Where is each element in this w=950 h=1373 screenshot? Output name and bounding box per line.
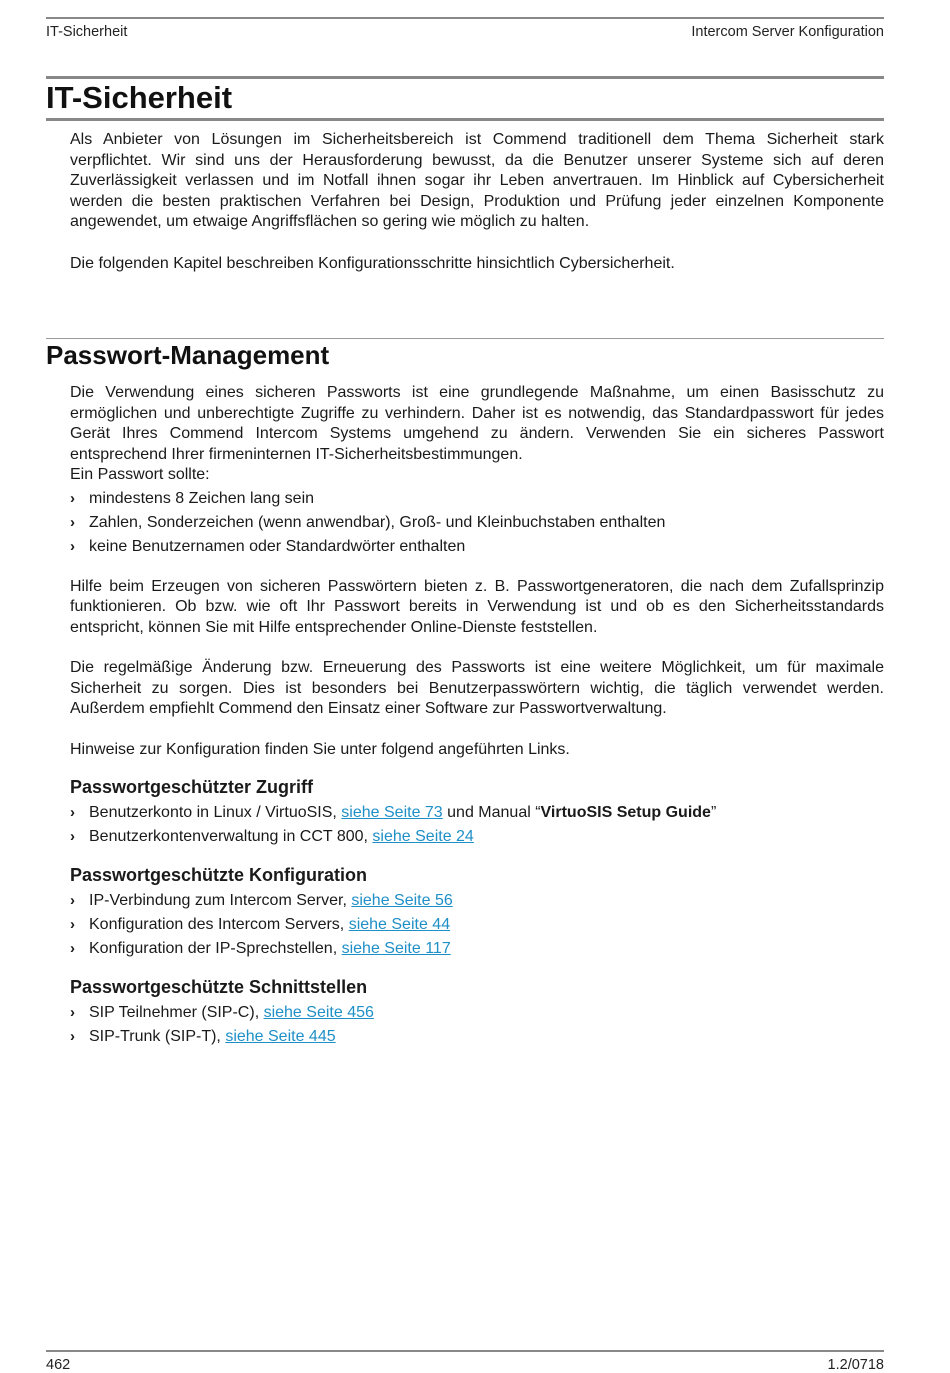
document-version: 1.2/0718 — [827, 1357, 884, 1373]
intro-paragraph: Als Anbieter von Lösungen im Sicherheitsbereich ist Commend traditionell dem Thema Sicherheit stark verpflichtet. Wir sind uns der Herausforderung bewusst, da die Benutzer unserer Systeme sich auf deren Zuverlässigkeit verlassen und im Notfall ihnen sogar ihr Leben anvertrauen. Im Hinblick auf Cybersicherheit werden die besten praktischen Verfahren bei Design, Produktion und Prüfung jeder einzelnen Komponente angewendet, um etwaige Angriffsflächen so gering wie möglich zu halten. — [70, 131, 884, 230]
header-top-rule — [46, 17, 884, 19]
list-item: › mindestens 8 Zeichen lang sein — [70, 489, 884, 513]
title-underline-rule — [46, 118, 884, 121]
list-item: › Benutzerkontenverwaltung in CCT 800, siehe Seite 24 — [70, 827, 884, 851]
section-heading-password: Passwort-Management — [46, 340, 330, 370]
config-links-list — [70, 891, 884, 963]
subsection-configuration — [70, 864, 884, 963]
chevron-right-icon: › — [70, 513, 75, 531]
list-item: › IP-Verbindung zum Intercom Server, siehe Seite 56 — [70, 891, 884, 915]
password-rules-list — [70, 489, 884, 561]
link-page-73[interactable]: siehe Seite 73 — [341, 804, 443, 821]
chevron-right-icon: › — [70, 537, 75, 555]
chevron-right-icon: › — [70, 489, 75, 507]
password-help-paragraph: Hilfe beim Erzeugen von sicheren Passwörtern bieten z. B. Passwortgeneratoren, die nach dem Zufallsprinzip funktionieren. Ob bzw. wie oft Ihr Passwort bereits in Verwendung ist und ob es den Sicherheitsstandards entspricht, können Sie mit Hilfe entsprechender Online-Dienste feststellen. — [70, 577, 884, 636]
link-page-24[interactable]: siehe Seite 24 — [372, 828, 474, 845]
link-page-456[interactable]: siehe Seite 456 — [263, 1004, 374, 1021]
list-item: › Konfiguration des Intercom Servers, siehe Seite 44 — [70, 915, 884, 939]
header-document-title: Intercom Server Konfiguration — [691, 24, 884, 40]
subsection-interfaces — [70, 976, 884, 1051]
subsection-heading-access: Passwortgeschützter Zugriff — [70, 777, 314, 797]
intro-section — [70, 130, 884, 274]
subsection-heading-configuration: Passwortgeschützte Konfiguration — [70, 865, 368, 885]
chevron-right-icon: › — [70, 892, 75, 909]
list-item: › Konfiguration der IP-Sprechstellen, siehe Seite 117 — [70, 939, 884, 963]
chevron-right-icon: › — [70, 804, 75, 821]
subsection-access — [70, 776, 884, 851]
list-item: › keine Benutzernamen oder Standardwörter enthalten — [70, 537, 884, 561]
chevron-right-icon: › — [70, 940, 75, 957]
list-item: › SIP-Trunk (SIP-T), siehe Seite 445 — [70, 1027, 884, 1051]
chevron-right-icon: › — [70, 828, 75, 845]
page-title: IT-Sicherheit — [46, 80, 233, 115]
password-change-paragraph: Die regelmäßige Änderung bzw. Erneuerung des Passworts ist eine weitere Möglichkeit, um für maximale Sicherheit zu sorgen. Dies ist besonders bei Benutzerpasswörtern wichtig, die täglich verwendet werden. Außerdem empfiehlt Commend den Einsatz einer Software zur Passwortverwaltung. — [70, 659, 884, 717]
page-number: 462 — [46, 1357, 71, 1373]
interfaces-links-list — [70, 1003, 884, 1051]
link-page-44[interactable]: siehe Seite 44 — [348, 916, 451, 933]
chevron-right-icon: › — [70, 916, 75, 933]
password-intro-2: Ein Passwort sollte: — [70, 466, 210, 483]
intro-paragraph-2: Die folgenden Kapitel beschreiben Konfigurationsschritte hinsichtlich Cybersicherheit. — [70, 254, 675, 272]
chevron-right-icon: › — [70, 1028, 75, 1045]
link-page-117[interactable]: siehe Seite 117 — [341, 940, 451, 957]
password-section — [70, 383, 884, 760]
list-item: › Benutzerkonto in Linux / VirtuoSIS, siehe Seite 73 und Manual “VirtuoSIS Setup Guide” — [70, 803, 884, 827]
section-top-rule — [46, 76, 884, 79]
chevron-right-icon: › — [70, 1004, 75, 1021]
manual-title: VirtuoSIS Setup Guide — [540, 804, 711, 821]
access-links-list — [70, 803, 884, 851]
header-chapter: IT-Sicherheit — [46, 24, 128, 40]
footer-rule — [46, 1350, 884, 1352]
password-intro: Die Verwendung eines sicheren Passworts ist eine grundlegende Maßnahme, um einen Basisschutz zu ermöglichen und unberechtigte Zugriffe zu verhindern. Daher ist es notwendig, das Standardpasswort für jedes Gerät Ihres Commend Intercom Systems umgehend zu ändern. Verwenden Sie ein sicheres Passwort entsprechend Ihrer firmeninternen IT-Sicherheitsbestimmungen. — [70, 384, 884, 463]
list-item: › SIP Teilnehmer (SIP-C), siehe Seite 456 — [70, 1003, 884, 1027]
links-hint-paragraph: Hinweise zur Konfiguration finden Sie unter folgend angeführten Links. — [70, 740, 570, 758]
section2-rule — [46, 338, 884, 339]
list-item: › Zahlen, Sonderzeichen (wenn anwendbar), Groß- und Kleinbuchstaben enthalten — [70, 513, 884, 537]
link-page-445[interactable]: siehe Seite 445 — [225, 1028, 336, 1045]
subsection-heading-interfaces: Passwortgeschützte Schnittstellen — [70, 977, 368, 997]
link-page-56[interactable]: siehe Seite 56 — [351, 892, 453, 909]
